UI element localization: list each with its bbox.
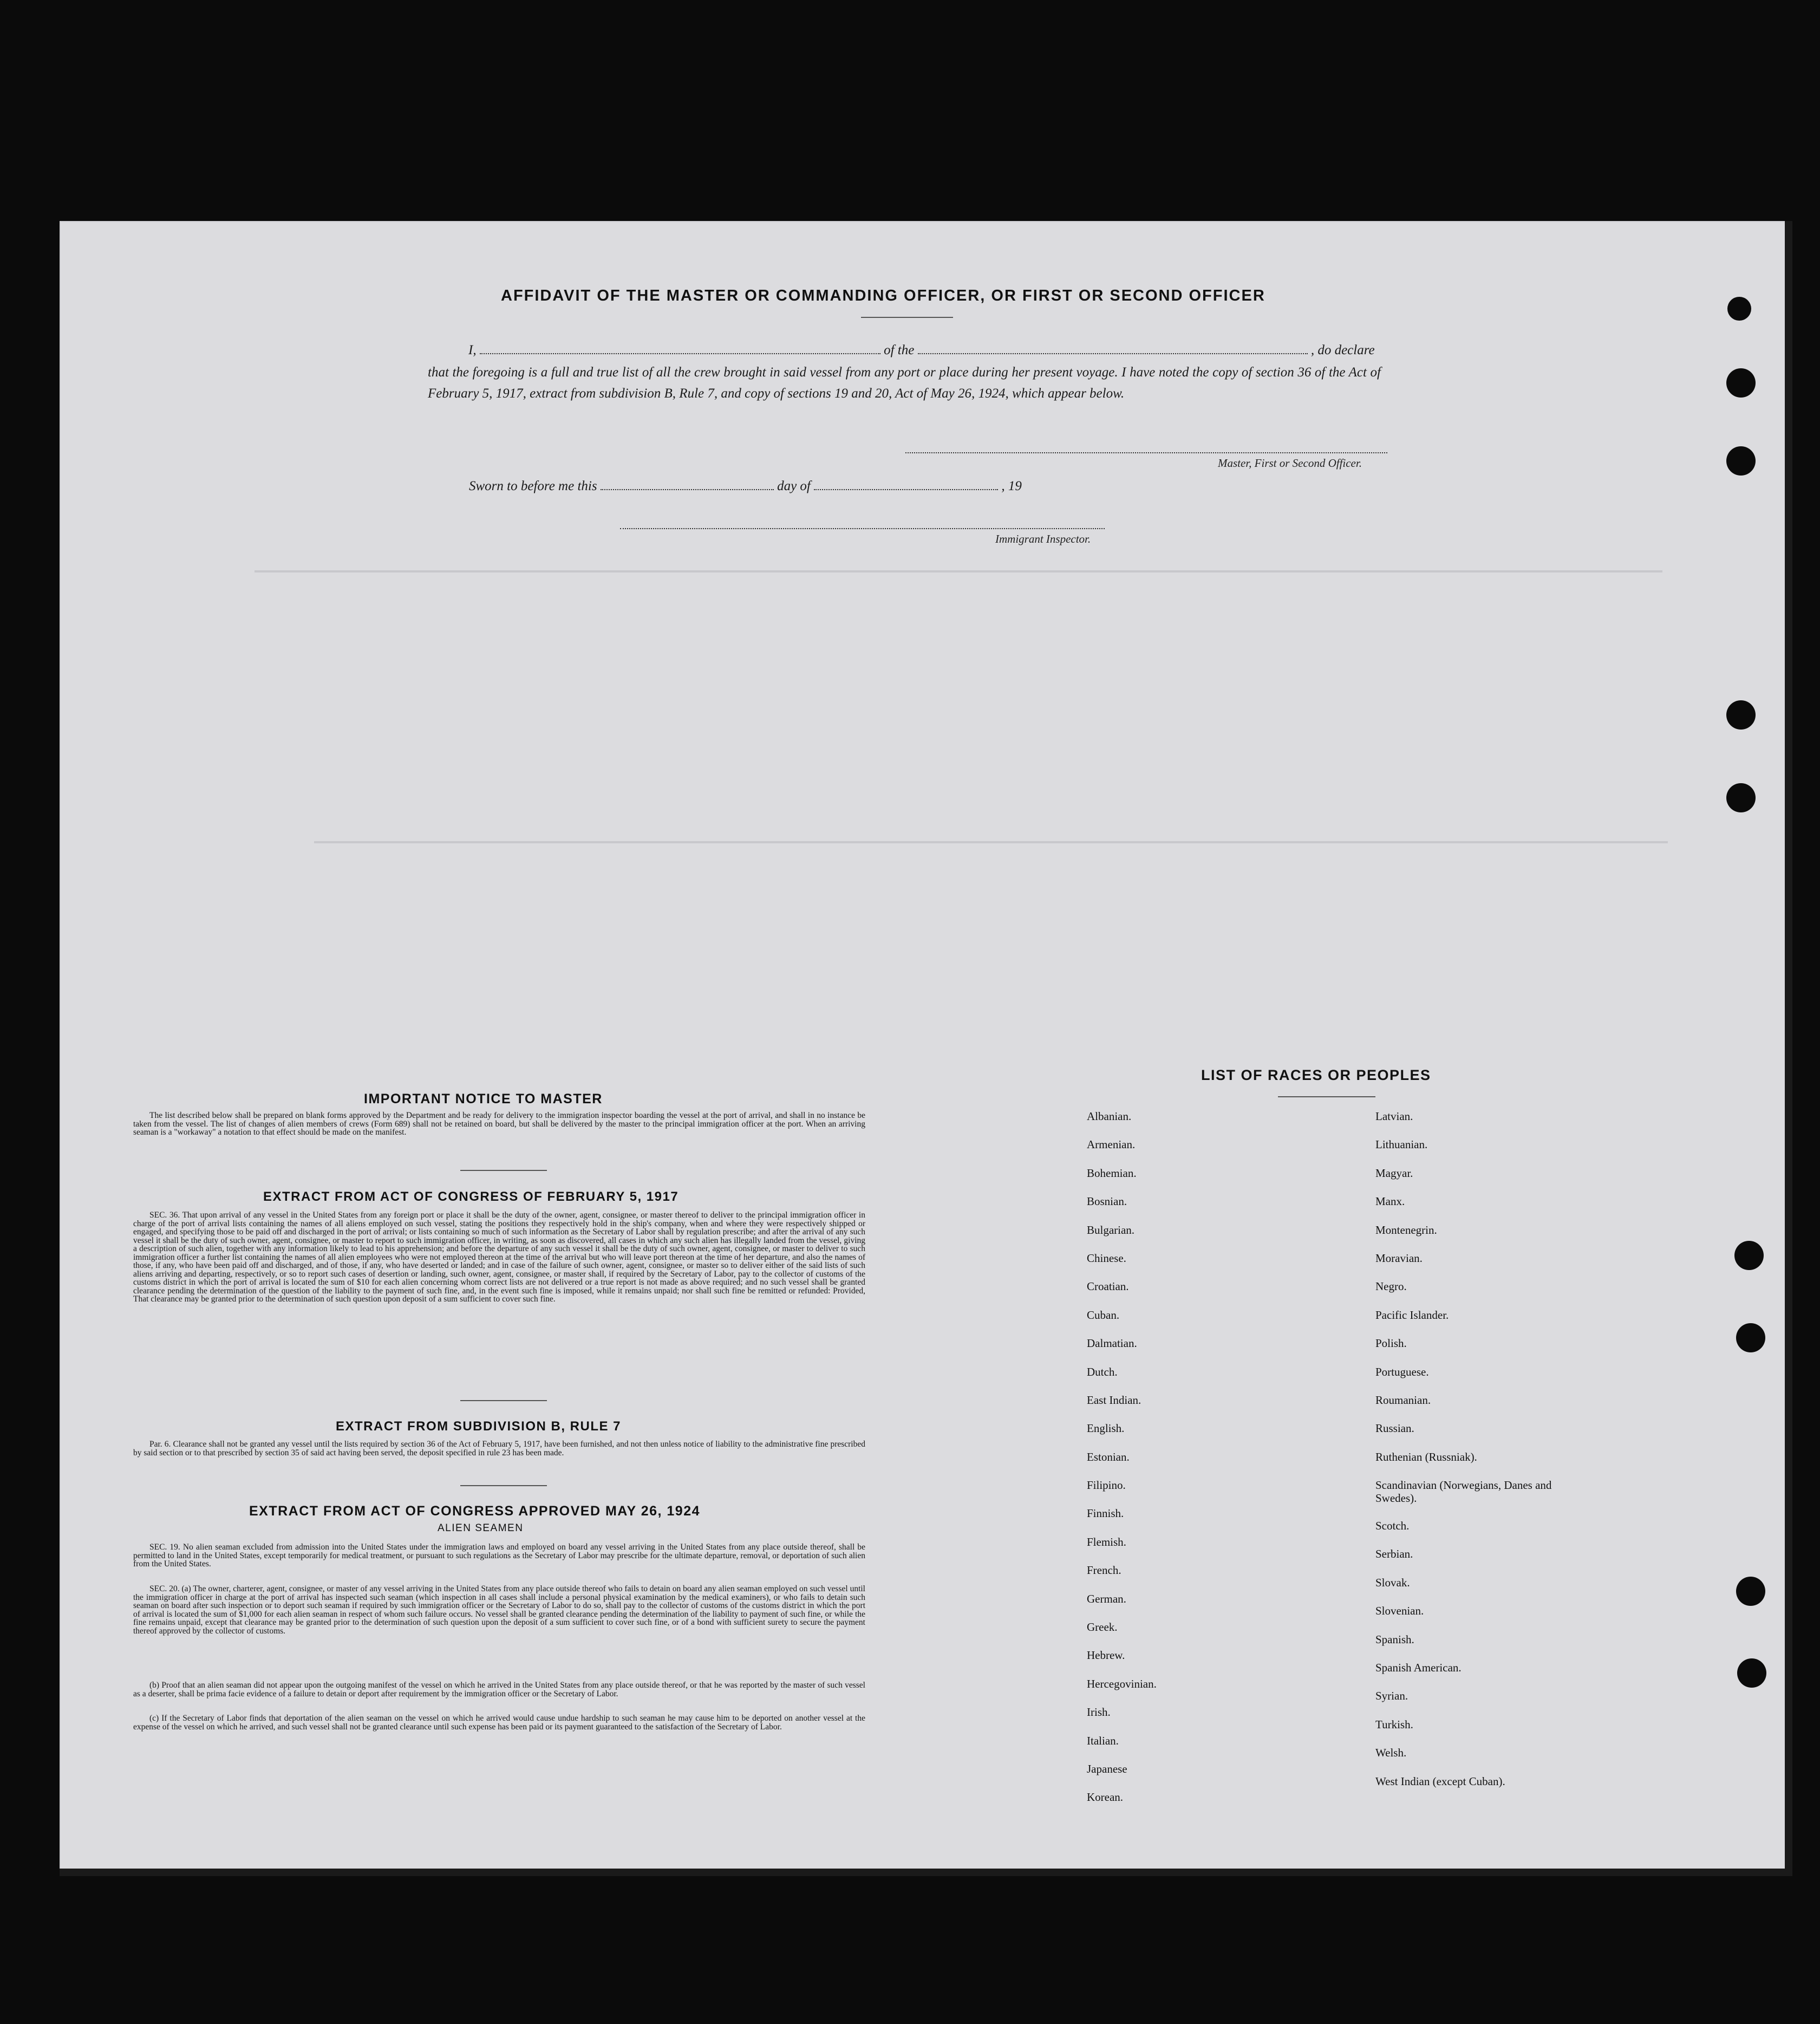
- extract-1924-sec20b: (b) Proof that an alien seaman did not appear upon the outgoing manifest of the vessel on which he arrived in the United States from any place outside thereof, or that he was reported by the master of such vessel as a deserter, shall be prima facie evidence of a failure to detain or deport after requirement by the immigration officer or the Secretary of Labor.: [133, 1681, 865, 1698]
- race-item: French.: [1087, 1564, 1121, 1577]
- binder-hole: [1737, 1658, 1766, 1688]
- races-left-column: [1087, 1102, 1157, 1812]
- section-rule: [460, 1485, 547, 1486]
- race-item: Albanian.: [1087, 1110, 1132, 1123]
- race-item: Irish.: [1087, 1706, 1111, 1719]
- extract-1917-text: SEC. 36. That upon arrival of any vessel in the United States from any foreign port or place it shall be the duty of the owner, agent, consignee, or master thereof to deliver to the principal immigration officer in charge of the port of arrival lists containing the names of all aliens employed on such vessel, stating the positions they respectively hold in the ship's company, when and where they were respectively shipped or engaged, and specifying those to be paid off and discharged in the port of arrival; or lists containing so much of such information as the Secretary of Labor shall by regulation prescribe; and after the arrival of any such vessel it shall be the duty of such owner, agent, consignee, or master to report to such immigration officer, in writing, as soon as discovered, all cases in which any such alien has illegally landed from the vessel, giving a description of such alien, together with any information likely to lead to his apprehension; and before the departure of any such vessel it shall be the duty of such owner, agent, consignee, or master to deliver to such immigration officer a further list containing the names of all alien employees who were not employed thereon at the time of the arrival but who will leave port thereon at the time of her departure, and also the names of those, if any, who have been paid off and discharged, and of those, if any, who have deserted or landed; and in case of the failure of such owner, agent, consignee, or master so to deliver either of the said lists of such aliens arriving and departing, respectively, or so to report such cases of desertion or landing, such owner, agent, consignee, or master shall, if required by the Secretary of Labor, pay to the collector of customs of the customs district in which the port of arrival is located the sum of $10 for each alien concerning whom correct lists are not delivered or a true report is not made as above required; and no such vessel shall be granted clearance pending the determination of the question of the liability to the payment of such fine, and, in the event such fine is imposed, while it remains unpaid; nor shall such fine be remitted or refunded: Provided, That clearance may be granted prior to the determination of such question upon deposit of a sum sufficient to cover such fine.: [133, 1211, 865, 1304]
- race-item: Roumanian.: [1375, 1393, 1431, 1407]
- race-item: Magyar.: [1375, 1166, 1413, 1180]
- master-signature-line[interactable]: [905, 452, 1387, 453]
- inspector-caption: Immigrant Inspector.: [995, 532, 1091, 545]
- extract-1924-sec20c: (c) If the Secretary of Labor finds that deportation of the alien seaman on the vessel on which he arrived would cause undue hardship to such seaman he may cause him to be deported on another vessel at the expense of the vessel on which he arrived, and such vessel shall not be granted clearance until such expense has been paid or its payment guaranteed to the satisfaction of the Secretary of Labor.: [133, 1714, 865, 1732]
- of-the-label: of the: [884, 343, 915, 357]
- bleed-through-line: [314, 841, 1668, 843]
- race-item: Lithuanian.: [1375, 1138, 1428, 1151]
- extract-1924-sec19: SEC. 19. No alien seaman excluded from admission into the United States under the immigration laws and employed on board any vessel arriving in the United States from any place outside thereof, shall be permitted to land in the United States, except temporarily for medical treatment, or pursuant to such regulations as the Secretary of Labor may prescribe for the ultimate departure, removal, or deportation of such alien from the United States.: [133, 1543, 865, 1569]
- bleed-through-line: [255, 570, 1662, 572]
- race-item: Filipino.: [1087, 1479, 1126, 1492]
- race-item: Turkish.: [1375, 1717, 1413, 1731]
- race-item: Slovak.: [1375, 1576, 1410, 1589]
- race-item: Ruthenian (Russniak).: [1375, 1450, 1477, 1463]
- races-title: LIST OF RACES OR PEOPLES: [1201, 1067, 1431, 1083]
- race-item: Portuguese.: [1375, 1365, 1429, 1378]
- notice-text: The list described below shall be prepared on blank forms approved by the Department and be ready for delivery to the immigration inspector boarding the vessel at the port of arrival, and shall in no instance be taken from the vessel. The list of changes of alien members of crews (Form 689) shall not be retained on board, but shall be delivered by the master to the principal immigration officer at the port. When an arriving seaman is a "workaway" a notation to that effect should be made on the manifest.: [133, 1111, 865, 1137]
- race-item: East Indian.: [1087, 1393, 1141, 1407]
- race-item: Dalmatian.: [1087, 1337, 1137, 1350]
- do-declare-label: , do declare: [1310, 343, 1375, 357]
- race-item: Korean.: [1087, 1791, 1124, 1804]
- race-item: Chinese.: [1087, 1251, 1126, 1265]
- race-item: Moravian.: [1375, 1251, 1423, 1265]
- vessel-blank[interactable]: [918, 351, 1308, 354]
- race-item: Croatian.: [1087, 1280, 1129, 1293]
- section-rule: [460, 1400, 547, 1401]
- notice-title: IMPORTANT NOTICE TO MASTER: [364, 1091, 603, 1107]
- binder-hole: [1726, 700, 1756, 730]
- race-item: Flemish.: [1087, 1535, 1126, 1548]
- sworn-month-blank[interactable]: [814, 487, 998, 490]
- race-item: Pacific Islander.: [1375, 1308, 1449, 1322]
- sworn-day-blank[interactable]: [601, 487, 774, 490]
- declaration-line: [468, 343, 1375, 358]
- binder-hole: [1734, 1241, 1764, 1270]
- race-item: Cuban.: [1087, 1308, 1120, 1322]
- race-item: Bosnian.: [1087, 1195, 1127, 1208]
- race-item: Spanish.: [1375, 1632, 1414, 1646]
- race-item: Dutch.: [1087, 1365, 1118, 1378]
- race-item: Slovenian.: [1375, 1604, 1424, 1618]
- alien-seamen-subtitle: ALIEN SEAMEN: [438, 1522, 524, 1534]
- binder-hole: [1736, 1323, 1765, 1352]
- page-edge-shadow: [1785, 221, 1792, 1876]
- race-item: Hebrew.: [1087, 1649, 1125, 1662]
- race-item: Polish.: [1375, 1337, 1407, 1350]
- race-item: English.: [1087, 1422, 1125, 1435]
- binder-hole: [1736, 1577, 1765, 1606]
- affidavit-title: AFFIDAVIT OF THE MASTER OR COMMANDING OFFICER, OR FIRST OR SECOND OFFICER: [501, 287, 1265, 304]
- extract-rule7-text: Par. 6. Clearance shall not be granted any vessel until the lists required by section 36 of the Act of February 5, 1917, have been furnished, and not then unless notice of liability to the administrative fine prescribed by said section or to that prescribed by section 35 of said act having been served, the deposit specified in rule 23 has been made.: [133, 1440, 865, 1457]
- race-item: Estonian.: [1087, 1450, 1130, 1463]
- race-item: Finnish.: [1087, 1507, 1124, 1520]
- race-item: Welsh.: [1375, 1746, 1407, 1760]
- race-item: Italian.: [1087, 1734, 1119, 1747]
- race-item: West Indian (except Cuban).: [1375, 1774, 1505, 1788]
- race-item: Montenegrin.: [1375, 1223, 1437, 1236]
- race-item: Bohemian.: [1087, 1166, 1137, 1180]
- race-item: Japanese: [1087, 1762, 1127, 1775]
- race-item: German.: [1087, 1592, 1126, 1605]
- year-label: , 19: [1001, 479, 1022, 493]
- race-item: Latvian.: [1375, 1110, 1413, 1123]
- races-right-column: [1375, 1102, 1570, 1795]
- day-of-label: day of: [777, 479, 811, 493]
- page-bottom-edge: [60, 1869, 1792, 1876]
- race-item: Greek.: [1087, 1620, 1118, 1634]
- race-item: Spanish American.: [1375, 1661, 1462, 1675]
- race-item: Hercegovinian.: [1087, 1677, 1157, 1690]
- title-rule: [861, 317, 953, 318]
- race-item: Negro.: [1375, 1280, 1407, 1293]
- binder-hole: [1726, 446, 1756, 476]
- race-item: Scotch.: [1375, 1519, 1410, 1533]
- master-caption: Master, First or Second Officer.: [1218, 457, 1362, 470]
- inspector-signature-line[interactable]: [620, 528, 1105, 529]
- race-item: Russian.: [1375, 1422, 1414, 1435]
- extract-1924-sec20a: SEC. 20. (a) The owner, charterer, agent, consignee, or master of any vessel arriving in the United States from any place outside thereof who fails to detain on board any alien seaman employed on such vessel until the immigration officer in charge at the port of arrival has inspected such seaman (which inspection in all cases shall include a personal physical examination by the medical examiners), or who fails to detain such seaman on board after such inspection or to deport such seaman if required by such immigration officer or the Secretary of Labor to do so, shall pay to the collector of customs of the customs district in which the port of arrival is located the sum of $1,000 for each alien seaman in respect of whom such failure occurs. No vessel shall be granted clearance pending the determination of the liability to payment of such fine, or while the fine remains unpaid, except that clearance may be granted prior to the determination of such question upon the deposit of a sum sufficient to cover such fine, or of a bond with sufficient surety to secure the payment thereof approved by the collector of customs.: [133, 1584, 865, 1636]
- race-item: Armenian.: [1087, 1138, 1136, 1151]
- race-item: Syrian.: [1375, 1689, 1408, 1703]
- sworn-prefix: Sworn to before me this: [469, 479, 597, 493]
- section-rule: [460, 1170, 547, 1171]
- name-blank[interactable]: [480, 351, 880, 354]
- affidavit-paragraph: that the foregoing is a full and true list of all the crew brought in said vessel from any port or place during her present voyage. I have noted the copy of section 36 of the Act of February 5, 1917, extract from subdivision B, Rule 7, and copy of sections 19 and 20, Act of May 26, 1924, which appear below.: [428, 365, 1381, 401]
- extract-rule7-title: EXTRACT FROM SUBDIVISION B, RULE 7: [336, 1419, 622, 1434]
- sworn-line: [469, 479, 1022, 494]
- extract-1924-title: EXTRACT FROM ACT OF CONGRESS APPROVED MAY 26, 1924: [249, 1504, 701, 1519]
- binder-hole: [1726, 783, 1756, 812]
- race-item: Bulgarian.: [1087, 1223, 1135, 1236]
- intro-i: I,: [468, 343, 477, 357]
- race-item: Serbian.: [1375, 1547, 1413, 1561]
- extract-1917-title: EXTRACT FROM ACT OF CONGRESS OF FEBRUARY 5, 1917: [263, 1189, 679, 1204]
- races-title-rule: [1278, 1096, 1375, 1097]
- race-item: Manx.: [1375, 1195, 1405, 1208]
- binder-hole: [1726, 368, 1756, 398]
- race-item: Scandinavian (Norwegians, Danes and Swedes).: [1375, 1479, 1552, 1505]
- binder-hole: [1727, 297, 1751, 321]
